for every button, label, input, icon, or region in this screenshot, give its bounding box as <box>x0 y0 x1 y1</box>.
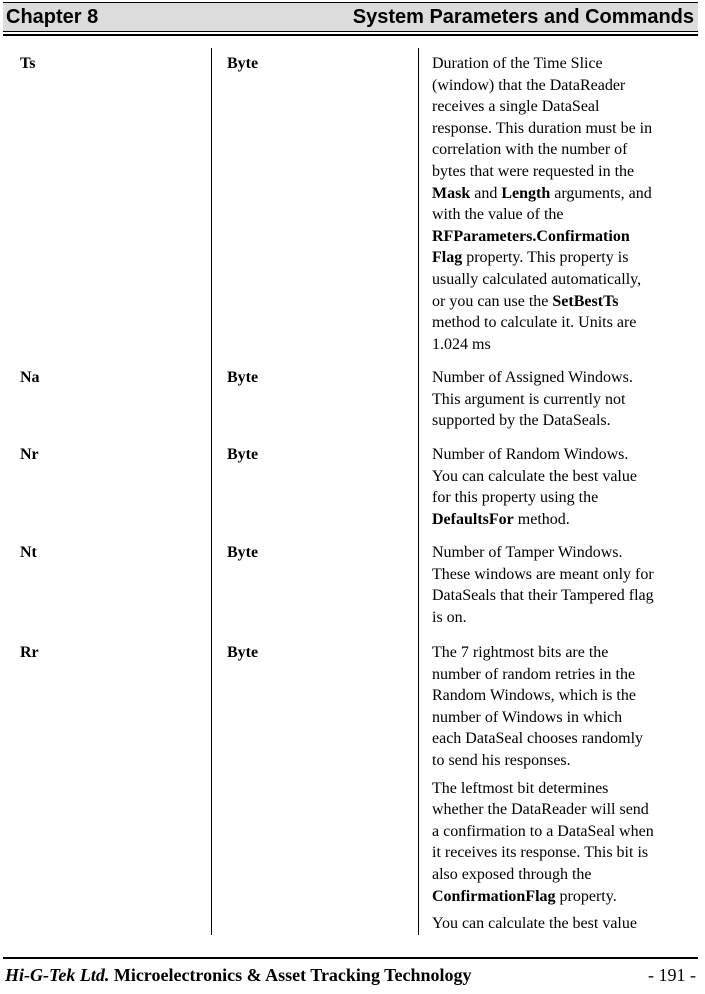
param-name: Nt <box>20 544 37 561</box>
description-line: Flag property. This property is <box>432 249 629 267</box>
description-line: usually calculated automatically, <box>432 270 642 288</box>
description-line: a confirmation to a DataSeal when <box>432 822 654 840</box>
column-divider-left <box>211 48 212 935</box>
description-line: to send his responses. <box>432 751 571 769</box>
description-line: with the value of the <box>432 206 564 224</box>
description-line: whether the DataReader will send <box>432 801 649 819</box>
section-title: System Parameters and Commands <box>352 6 694 28</box>
footer-rule <box>3 957 698 959</box>
param-name: Nr <box>20 446 39 463</box>
page-footer <box>5 963 698 987</box>
description-line: also exposed through the <box>432 865 592 883</box>
description-paragraph <box>432 778 698 908</box>
description-line: receives a single DataSeal <box>432 98 600 116</box>
description-line: for this property using the <box>432 489 599 507</box>
description-paragraph <box>432 913 698 935</box>
description-line: Duration of the Time Slice <box>432 55 603 72</box>
param-name: Na <box>20 369 40 386</box>
description-line: bytes that were requested in the <box>432 162 635 180</box>
description-line: You can calculate the best value <box>432 467 637 485</box>
company-name: Hi-G-Tek Ltd. <box>5 965 110 985</box>
description-line: Number of Assigned Windows. <box>432 369 633 386</box>
description-line: DefaultsFor method. <box>432 510 570 528</box>
page-number: - 191 - <box>648 965 696 985</box>
page-header <box>3 2 698 32</box>
description-line: Number of Random Windows. <box>432 446 629 463</box>
param-description <box>432 642 698 941</box>
param-type: Byte <box>227 544 259 561</box>
description-line: or you can use the SetBestTs <box>432 292 619 310</box>
param-type: Byte <box>227 369 259 386</box>
param-type: Byte <box>227 644 259 661</box>
description-paragraph <box>432 642 698 772</box>
param-description <box>432 444 698 530</box>
description-line: Number of Tamper Windows. <box>432 544 623 561</box>
description-line: These windows are meant only for <box>432 565 654 583</box>
param-description <box>432 367 698 432</box>
header-rule <box>3 34 698 36</box>
description-line: The 7 rightmost bits are the <box>432 644 609 661</box>
description-line: number of random retries in the <box>432 665 636 683</box>
description-line: RFParameters.Confirmation <box>432 227 630 245</box>
param-description <box>432 53 698 355</box>
description-line: The leftmost bit determines <box>432 779 609 797</box>
description-line: response. This duration must be in <box>432 119 653 137</box>
description-line: correlation with the number of <box>432 141 628 159</box>
description-line: This argument is currently not <box>432 390 626 408</box>
param-description <box>432 542 698 628</box>
description-line: ConfirmationFlag property. <box>432 887 617 905</box>
param-type: Byte <box>227 446 259 463</box>
description-line: Random Windows, which is the <box>432 687 636 705</box>
description-line: supported by the DataSeals. <box>432 412 611 430</box>
param-name: Ts <box>20 55 36 72</box>
description-line: 1.024 ms <box>432 335 491 353</box>
description-line: DataSeals that their Tampered flag <box>432 587 654 605</box>
param-type: Byte <box>227 55 259 72</box>
description-line: it receives its response. This bit is <box>432 844 649 862</box>
description-line: You can calculate the best value <box>432 915 637 933</box>
description-line: each DataSeal chooses randomly <box>432 730 644 748</box>
description-line: (window) that the DataReader <box>432 76 626 94</box>
description-line: method to calculate it. Units are <box>432 314 637 332</box>
description-line: Mask and Length arguments, and <box>432 184 652 202</box>
description-line: is on. <box>432 608 467 626</box>
company-tagline: Microelectronics & Asset Tracking Technology <box>113 965 472 985</box>
param-name: Rr <box>20 644 39 661</box>
column-divider-right <box>418 48 419 935</box>
description-line: number of Windows in which <box>432 708 623 726</box>
chapter-label: Chapter 8 <box>6 6 99 28</box>
